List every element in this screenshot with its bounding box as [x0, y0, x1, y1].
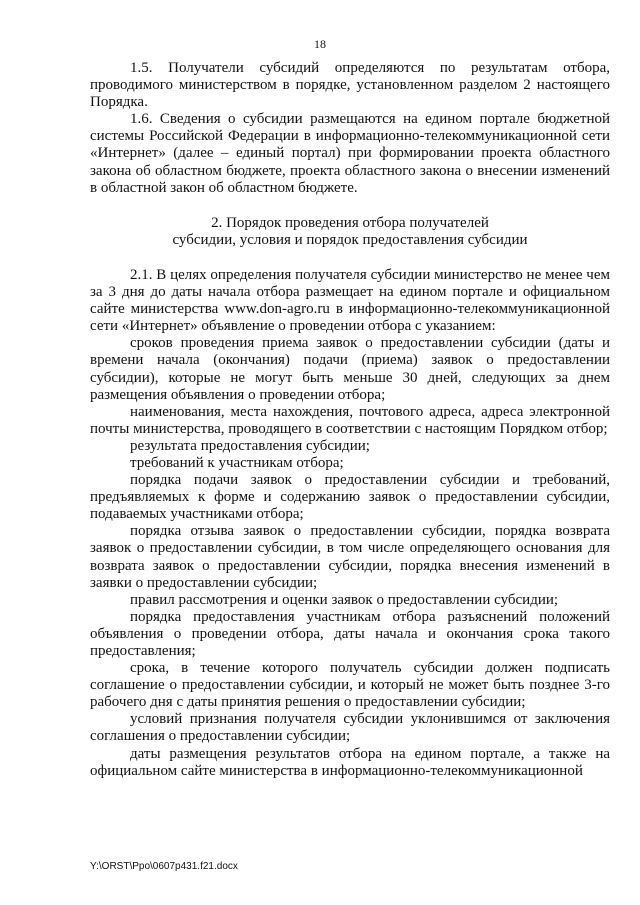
- list-item: порядка предоставления участникам отбора разъяснений положений объявления о проведении отбора, даты начала и окончания срока такого предоставления;: [90, 608, 610, 659]
- document-body: [90, 60, 610, 780]
- list-item: наименования, места нахождения, почтового адреса, адреса электронной почты министерства, проводящего в соответствии с настоящим Порядком отбор;: [90, 403, 610, 437]
- list-item: требований к участникам отбора;: [130, 454, 344, 471]
- list-item: сроков проведения приема заявок о предоставлении субсидии (даты и времени начала (окончания) подачи (приема) заявок о предоставлении субсидии), которые не могут быть меньше 30 дней, следующих за днем размещения объявления о проведении отбора;: [90, 335, 610, 403]
- list-item: порядка подачи заявок о предоставлении субсидии и требований, предъявляемых к форме и содержанию заявок о предоставлении субсидии, подаваемых участниками отбора;: [90, 472, 610, 523]
- list-item: срока, в течение которого получатель субсидии должен подписать соглашение о предоставлении субсидии, и который не может быть позднее 3-го рабочего дня с даты принятия решения о предоставлении субсидии;: [90, 660, 610, 711]
- list-item: даты размещения результатов отбора на едином портале, а также на официальном сайте министерства в информационно-телекоммуникационной: [90, 745, 610, 779]
- footer-file-path: Y:\ORST\Ppo\0607p431.f21.docx: [90, 861, 238, 872]
- paragraph-1-5: 1.5. Получатели субсидий определяются по результатам отбора, проводимого министерством в порядке, установленном разделом 2 настоящего Порядка.: [90, 60, 610, 111]
- list-item: правил рассмотрения и оценки заявок о предоставлении субсидии;: [130, 591, 559, 608]
- section-2-heading-line-1: 2. Порядок проведения отбора получателей: [211, 214, 489, 231]
- list-item: условий признания получателя субсидии уклонившимся от заключения соглашения о предоставлении субсидии;: [90, 711, 610, 745]
- list-item: порядка отзыва заявок о предоставлении субсидии, порядка возврата заявок о предоставлении субсидии, в том числе определяющего основания для возврата заявок о предоставлении субсидии, порядка внесения изменений в заявки о предоставлении субсидии;: [90, 523, 610, 591]
- paragraph-2-1: 2.1. В целях определения получателя субсидии министерство не менее чем за 3 дня до даты начала отбора размещает на едином портале и официальном сайте министерства www.don-agro.ru в информационно-телекоммуникационной сети «Интернет» объявление о проведении отбора с указанием:: [90, 266, 610, 335]
- paragraph-1-6: 1.6. Сведения о субсидии размещаются на едином портале бюджетной системы Российской Федерации в информационно-телекоммуникационной сети «Интернет» (далее – единый портал) при формировании проекта областного закона об областном бюджете, проекта областного закона о внесении изменений в областной закон об областном бюджете.: [90, 111, 610, 196]
- list-item: результата предоставления субсидии;: [130, 437, 370, 454]
- section-2-heading-line-2: субсидии, условия и порядок предоставления субсидии: [172, 231, 528, 248]
- section-2-heading: [90, 215, 610, 249]
- page-number: 18: [314, 37, 326, 51]
